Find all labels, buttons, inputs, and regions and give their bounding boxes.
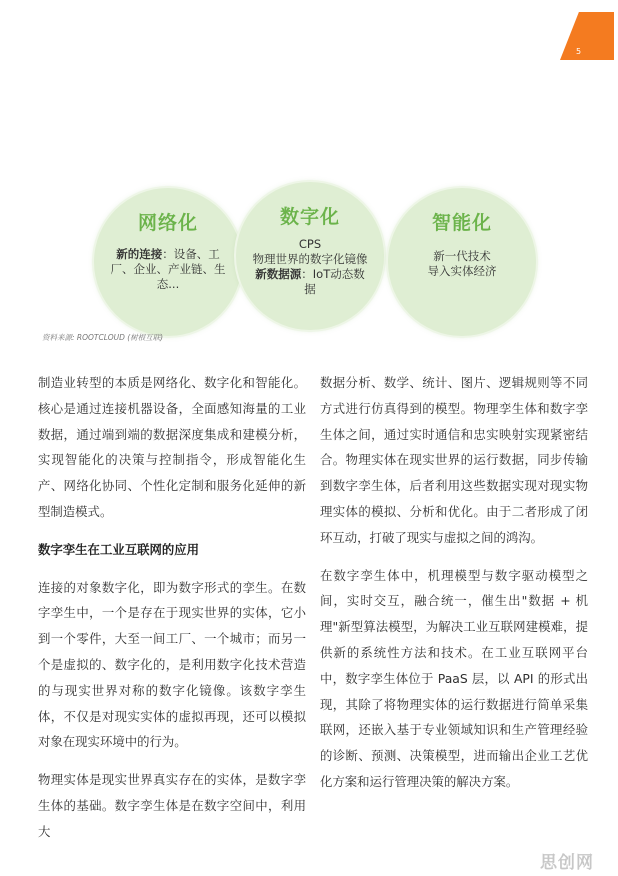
circle-networking <box>94 188 242 336</box>
circle-line: 物理世界的数字化镜像 <box>252 252 368 266</box>
circle-line: CPS <box>298 237 322 251</box>
paragraph: 数据分析、数学、统计、图片、逻辑规则等不同方式进行仿真得到的模型。物理孪生体和数字孪生体之间，通过实时通信和忠实映射实现紧密结合。物理实体在现实世界的运行数据，同步传输到数字孪生体，后者利用这些数据实现对现实物理实体的模拟、分析和优化。由于二者形成了闭环互动，打破了现实与虚拟之间的鸿沟。 <box>320 375 588 545</box>
circle-digitalization <box>236 182 384 330</box>
paragraph: 在数字孪生体中，机理模型与数字驱动模型之间，实时交互，融合统一，催生出"数据 + 机理"新型算法模型，为解决工业互联网建模难，提供新的系统性方法和技术。在工业互联网平台中，数字孪生体位于 PaaS 层，以 API 的形式出现，其除了将物理实体的运行数据进行简单采集联网，还嵌入基于专业领域知识和生产管理经验的诊断、预测、决策模型，进而输出企业工艺优化方案和运行管理决策的解决方案。 <box>320 567 588 789</box>
left-column <box>38 370 306 845</box>
circle-title: 智能化 <box>431 212 492 234</box>
circle-title: 网络化 <box>137 212 198 234</box>
circle-intelligence <box>388 188 536 336</box>
paragraph: 制造业转型的本质是网络化、数字化和智能化。核心是通过连接机器设备，全面感知海量的工业数据，通过端到端的数据深度集成和建模分析，实现智能化的决策与控制指令，形成智能化生产、网络化协同、个性化定制和服务化延伸的新型制造模式。 <box>38 375 306 519</box>
circle-line: 导入实体经济 <box>427 264 497 278</box>
right-column <box>320 370 588 795</box>
corner-tab <box>560 12 614 60</box>
watermark: 思创网 <box>540 853 594 873</box>
circle-label: 新数据源 <box>255 267 302 281</box>
figure-caption: 资料来源: ROOTCLOUD (树根互联) <box>42 333 164 342</box>
section-heading: 数字孪生在工业互联网的应用 <box>38 541 200 557</box>
page-number: 5 <box>576 47 582 56</box>
circle-title: 数字化 <box>279 206 340 228</box>
circle-text: ：设备、工厂、企业、产业链、生态... <box>110 247 226 291</box>
paragraph: 连接的对象数字化，即为数字形式的孪生。在数字孪生中，一个是存在于现实世界的实体，它小到一个零件，大至一间工厂、一个城市；而另一个是虚拟的、数字化的，是利用数字化技术营造的与现实世界对称的数字化镜像。该数字孪生体，不仅是对现实实体的虚拟再现，还可以模拟对象在现实环境中的行为。 <box>38 579 306 750</box>
circle-line: 新一代技术 <box>433 249 491 263</box>
paragraph: 物理实体是现实世界真实存在的实体，是数字孪生体的基础。数字孪生体是在数字空间中，利用大 <box>38 772 306 839</box>
circle-label: 新的连接 <box>116 247 163 261</box>
circle-text: ：IoT动态数据 <box>301 267 365 296</box>
